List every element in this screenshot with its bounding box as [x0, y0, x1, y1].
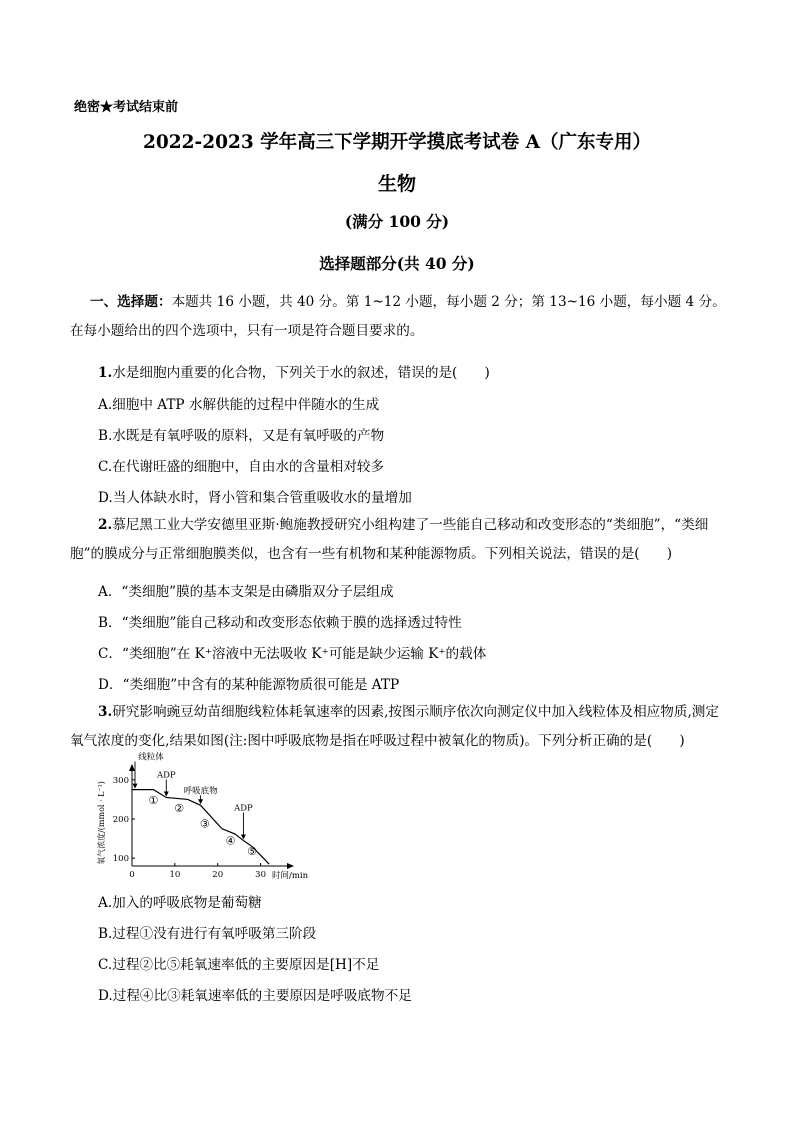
- annotation-label: 呼吸底物: [183, 786, 218, 797]
- question-2-option-a: A．“类细胞”膜的基本支架是由磷脂双分子层组成: [98, 584, 394, 600]
- question-1-number: 1.: [98, 365, 113, 381]
- question-2-stem: 2.慕尼黑工业大学安德里亚斯·鲍施教授研究小组构建了一些能自己移动和改变形态的“类细胞”，“类细胞”的膜成分与正常细胞膜类似，也含有一些有机物和某种能源物质。下列相关说法，错误的是( ): [70, 517, 709, 562]
- segment-label: ②: [174, 802, 185, 816]
- oxygen-concentration-chart: [94, 752, 309, 891]
- question-3-option-a: A.加入的呼吸底物是葡萄糖: [98, 895, 262, 911]
- annotation-label: 线粒体: [138, 752, 164, 763]
- x-tick-label: 30: [255, 870, 266, 880]
- confidential-mark: 绝密★考试结束前: [74, 100, 179, 115]
- segment-label: ③: [199, 817, 210, 831]
- question-3-number: 3.: [98, 704, 113, 720]
- annotation-arrow-head: [133, 784, 138, 789]
- segment-label: ⑤: [247, 845, 257, 859]
- x-tick-label: 10: [169, 870, 181, 880]
- y-axis-arrow: [129, 764, 135, 771]
- section-title: 选择题部分(共 40 分): [319, 254, 475, 273]
- subject-title: 生物: [377, 173, 416, 195]
- question-2-number: 2.: [98, 517, 113, 533]
- x-axis-arrow: [287, 863, 294, 869]
- question-1-stem: 1.水是细胞内重要的化合物，下列关于水的叙述，错误的是( ): [98, 365, 490, 381]
- x-axis-label: 时间/min: [272, 871, 309, 881]
- annotation-arrow-head: [198, 799, 203, 804]
- question-1-option-d: D.当人体缺水时，肾小管和集合管重吸收水的量增加: [98, 490, 412, 506]
- question-3-option-d: D.过程④比③耗氧速率低的主要原因是呼吸底物不足: [98, 988, 412, 1004]
- x-tick-label: 0: [129, 870, 135, 880]
- full-score: (满分 100 分): [344, 212, 450, 231]
- y-tick-label: 100: [112, 854, 129, 865]
- question-1-option-b: B.水既是有氧呼吸的原料，又是有氧呼吸的产物: [98, 428, 385, 444]
- question-1-option-a: A.细胞中 ATP 水解供能的过程中伴随水的生成: [98, 397, 380, 413]
- segment-label: ①: [148, 794, 159, 808]
- annotation-label: ADP: [234, 803, 253, 814]
- question-1-option-c: C.在代谢旺盛的细胞中，自由水的含量相对较多: [98, 459, 385, 475]
- y-tick-label: 200: [112, 815, 129, 825]
- question-2-option-c: C．“类细胞”在 K⁺溶液中无法吸收 K⁺可能是缺少运输 K⁺的载体: [98, 646, 487, 662]
- question-2-option-d: D．“类细胞”中含有的某种能源物质很可能是 ATP: [98, 677, 400, 693]
- segment-label: ④: [225, 834, 236, 848]
- exam-title: 2022-2023 学年高三下学期开学摸底考试卷 A（广东专用）: [143, 132, 651, 153]
- question-3-option-c: C.过程②比⑤耗氧速率低的主要原因是[H]不足: [98, 957, 380, 973]
- y-tick-label: 300: [112, 775, 129, 786]
- y-axis-label: 氧气浓度/(mmol · L⁻¹): [97, 781, 106, 865]
- annotation-label: ADP: [156, 770, 176, 781]
- instructions: [70, 288, 732, 346]
- instructions-text: 本题共 16 小题，共 40 分。第 1~12 小题，每小题 2 分；第 13~16 小题，每小题 4 分。在每小题给出的四个选项中，只有一项是符合题目要求的。: [70, 294, 726, 339]
- chart-svg: [94, 752, 309, 887]
- question-2-option-b: B．“类细胞”能自己移动和改变形态依赖于膜的选择透过特性: [98, 615, 462, 631]
- question-3-option-b: B.过程①没有进行有氧呼吸第三阶段: [98, 926, 317, 942]
- question-3-stem: 3.研究影响豌豆幼苗细胞线粒体耗氧速率的因素,按图示顺序依次向测定仪中加入线粒体及相应物质,测定氧气浓度的变化,结果如图(注:图中呼吸底物是指在呼吸过程中被氧化的物质)。下列分析正确的是( ): [70, 704, 719, 749]
- x-tick-label: 20: [212, 870, 224, 880]
- instructions-label: 一、选择题：: [90, 294, 172, 310]
